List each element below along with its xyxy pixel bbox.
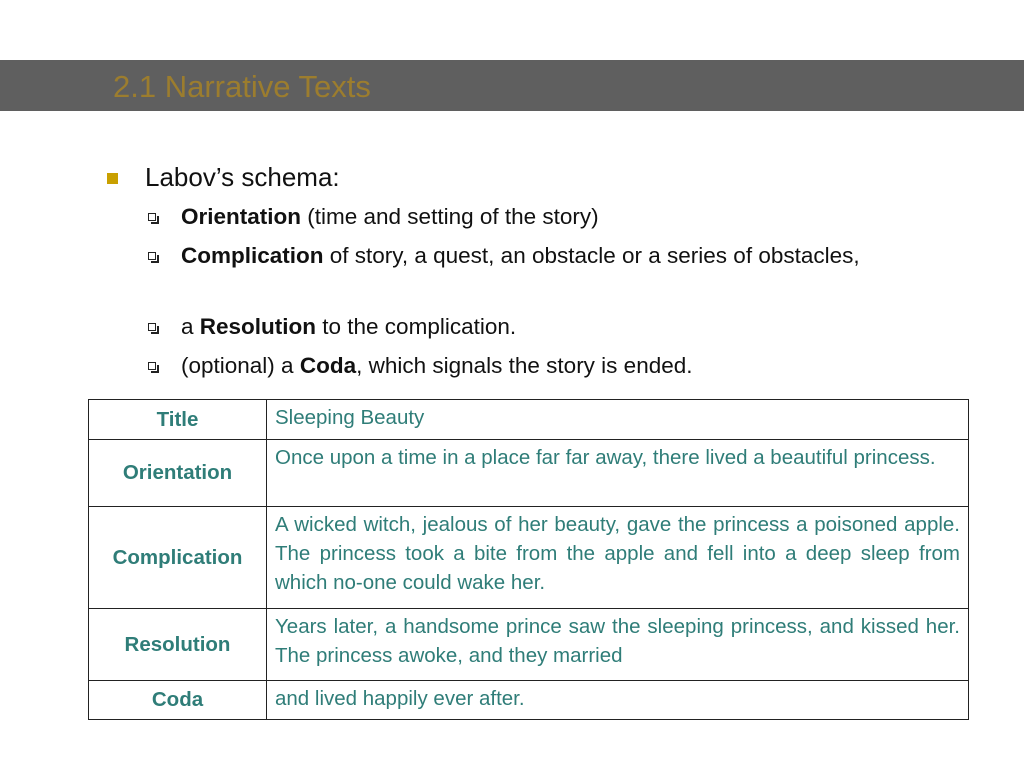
row-label: Complication [89,507,267,609]
schema-item-text: (time and setting of the story) [301,204,599,229]
story-table [88,399,969,720]
row-label: Title [89,400,267,440]
schema-item-term: Resolution [199,314,317,339]
checkbox-bullet-icon [148,362,156,370]
checkbox-bullet-icon [148,252,156,260]
checkbox-bullet-icon [148,323,156,331]
square-bullet-icon [107,173,118,184]
schema-item-term: Orientation [181,204,302,229]
schema-item-text: to the complication. [316,314,517,339]
schema-item-coda [181,350,901,381]
schema-item-term: Complication [181,243,324,268]
table-row [89,507,969,609]
row-value: A wicked witch, jealous of her beauty, gave the princess a poisoned apple. The princess took a bite from the apple and fell into a deep sleep from which no-one could wake her. [267,507,969,609]
table-row [89,609,969,681]
table-row [89,400,969,440]
schema-item-term: Coda [299,353,357,378]
schema-item-text: of story, a quest, an obstacle or a series of obstacles, [323,243,860,268]
schema-item-orientation [181,201,901,232]
table-row [89,440,969,507]
row-value: Years later, a handsome prince saw the sleeping princess, and kissed her. The princess awoke, and they married [267,609,969,681]
row-label: Orientation [89,440,267,507]
schema-item-text: , which signals the story is ended. [356,353,693,378]
slide-title: 2.1 Narrative Texts [113,69,371,104]
schema-item-prefix: (optional) a [181,353,300,378]
checkbox-bullet-icon [148,213,156,221]
table-row [89,681,969,720]
row-value: Once upon a time in a place far far away, there lived a beautiful princess. [267,440,969,507]
row-value: Sleeping Beauty [267,400,969,440]
schema-item-complication [181,240,901,271]
row-value: and lived happily ever after. [267,681,969,720]
row-label: Resolution [89,609,267,681]
schema-item-resolution [181,311,901,342]
schema-item-prefix: a [181,314,200,339]
title-bar [0,60,1024,111]
schema-heading: Labov’s schema: [145,162,340,192]
row-label: Coda [89,681,267,720]
